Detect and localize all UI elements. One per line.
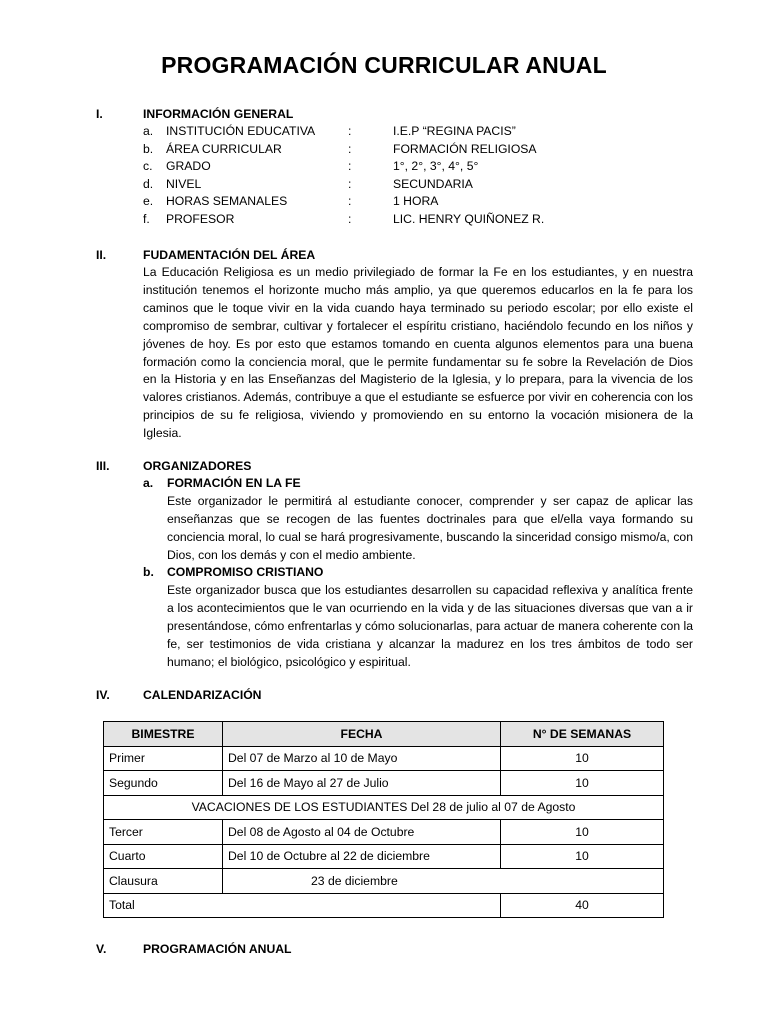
organizador-a-paragraph: Este organizador le permitirá al estudiante conocer, comprender y ser capaz de aplicar las enseñanzas que se recogen de las fuentes doctrinales para que el/ella vaya formando su conciencia moral, lo cual se hará progresivamente, buscando la sinceridad consigo mismo/a, con Dios, con los demás y con el medio ambiente. (167, 494, 693, 562)
info-row-grado (143, 159, 703, 177)
cell-total-value: 40 (501, 893, 664, 918)
info-colon: : (348, 177, 352, 191)
cell-bimestre: Segundo (104, 771, 223, 796)
cell-bimestre: Primer (104, 746, 223, 771)
info-letter: f. (143, 212, 150, 226)
info-letter: b. (143, 142, 154, 156)
page-title: PROGRAMACIÓN CURRICULAR ANUAL (161, 52, 607, 78)
info-label: HORAS SEMANALES (166, 194, 288, 208)
info-value: I.E.P “REGINA PACIS” (393, 124, 516, 138)
info-colon: : (348, 124, 352, 138)
cell-semanas: 10 (501, 746, 664, 771)
fundamentacion-paragraph: La Educación Religiosa es un medio privilegiado de formar la Fe en los estudiantes, y en nuestra institución tenemos el horizonte mucho más amplio, ya que queremos educarlos en la fe para los caminos que le toque vivir en la vida cuando haya terminado su periodo escolar; por ello existe el compromiso de sembrar, cultivar y fortalecer el espíritu cristiano, haciéndolo fecundo en los niños y jóvenes de hoy. Es por esto que estamos tomando en cuenta algunos elementos para una buena formación como la conciencia moral, que le permite fundamentar su fe sobre la Revelación de Dios en la Historia y en las Enseñanzas del Magisterio de la Iglesia, y lo prepara, para la vivencia de los valores cristianos. Además, contribuye a que el estudiante se esfuerce por vivir en coherencia con los principios de su fe religiosa, viviendo y promoviendo en su entorno la vocación misionera de la Iglesia. (143, 265, 693, 441)
section-3-title: ORGANIZADORES (143, 459, 252, 473)
table-row (104, 820, 664, 845)
table-row (104, 746, 664, 771)
cell-fecha: Del 10 de Octubre al 22 de diciembre (223, 844, 501, 869)
header-fecha: FECHA (223, 722, 501, 747)
section-5-number: V. (96, 942, 107, 956)
info-label: INSTITUCIÓN EDUCATIVA (166, 124, 316, 138)
organizador-a-title: FORMACIÓN EN LA FE (167, 476, 301, 490)
info-row-nivel (143, 177, 703, 195)
info-colon: : (348, 142, 352, 156)
organizador-b-letter: b. (143, 565, 154, 579)
section-2-title: FUDAMENTACIÓN DEL ÁREA (143, 248, 316, 262)
section-3-number: III. (96, 459, 110, 473)
cell-clausura-label: Clausura (104, 869, 223, 894)
table-row-clausura (104, 869, 664, 894)
section-4-title: CALENDARIZACIÓN (143, 688, 262, 702)
header-bimestre: BIMESTRE (104, 722, 223, 747)
table-row (104, 844, 664, 869)
cell-vacaciones: VACACIONES DE LOS ESTUDIANTES Del 28 de julio al 07 de Agosto (104, 795, 664, 820)
cell-total-label: Total (104, 893, 501, 918)
info-letter: e. (143, 194, 154, 208)
info-row-institucion (143, 124, 703, 142)
info-row-horas (143, 194, 703, 212)
info-letter: d. (143, 177, 154, 191)
info-colon: : (348, 212, 352, 226)
organizador-a-letter: a. (143, 476, 154, 490)
info-value: LIC. HENRY QUIÑONEZ R. (393, 212, 545, 226)
info-value: 1 HORA (393, 194, 439, 208)
cell-bimestre: Tercer (104, 820, 223, 845)
table-row-vacaciones (104, 795, 664, 820)
section-5-title: PROGRAMACIÓN ANUAL (143, 942, 292, 956)
section-4-number: IV. (96, 688, 110, 702)
info-letter: c. (143, 159, 153, 173)
table-row-total (104, 893, 664, 918)
info-row-profesor (143, 212, 703, 230)
cell-fecha: Del 16 de Mayo al 27 de Julio (223, 771, 501, 796)
organizador-b-title: COMPROMISO CRISTIANO (167, 565, 324, 579)
section-1-title: INFORMACIÓN GENERAL (143, 107, 294, 121)
info-colon: : (348, 194, 352, 208)
cell-semanas: 10 (501, 844, 664, 869)
table-row (104, 771, 664, 796)
cell-semanas: 10 (501, 820, 664, 845)
info-value: FORMACIÓN RELIGIOSA (393, 142, 537, 156)
section-1-number: I. (96, 107, 103, 121)
organizador-b-paragraph: Este organizador busca que los estudiantes desarrollen su capacidad reflexiva y analítica frente a los acontecimientos que le van ocurriendo en la vida y de las situaciones diversas que van a ir presentándose, cómo enfrentarlas y cómo solucionarlas, para actuar de manera coherente con la fe, ser testimonios de vida cristiana y alcanzar la madurez en los tres ámbitos de todo ser humano; el biológico, psicológico y espiritual. (167, 583, 693, 669)
calendar-table (103, 721, 664, 918)
info-colon: : (348, 159, 352, 173)
cell-bimestre: Cuarto (104, 844, 223, 869)
info-value: SECUNDARIA (393, 177, 473, 191)
table-header-row (104, 722, 664, 747)
cell-clausura-fecha: 23 de diciembre (223, 869, 664, 894)
info-label: ÁREA CURRICULAR (166, 142, 282, 156)
info-value: 1°, 2°, 3°, 4°, 5° (393, 159, 479, 173)
info-row-area (143, 142, 703, 160)
cell-fecha: Del 07 de Marzo al 10 de Mayo (223, 746, 501, 771)
section-2-number: II. (96, 248, 107, 262)
info-label: PROFESOR (166, 212, 235, 226)
info-label: GRADO (166, 159, 211, 173)
cell-semanas: 10 (501, 771, 664, 796)
header-semanas: N° DE SEMANAS (501, 722, 664, 747)
cell-fecha: Del 08 de Agosto al 04 de Octubre (223, 820, 501, 845)
info-label: NIVEL (166, 177, 202, 191)
info-letter: a. (143, 124, 154, 138)
